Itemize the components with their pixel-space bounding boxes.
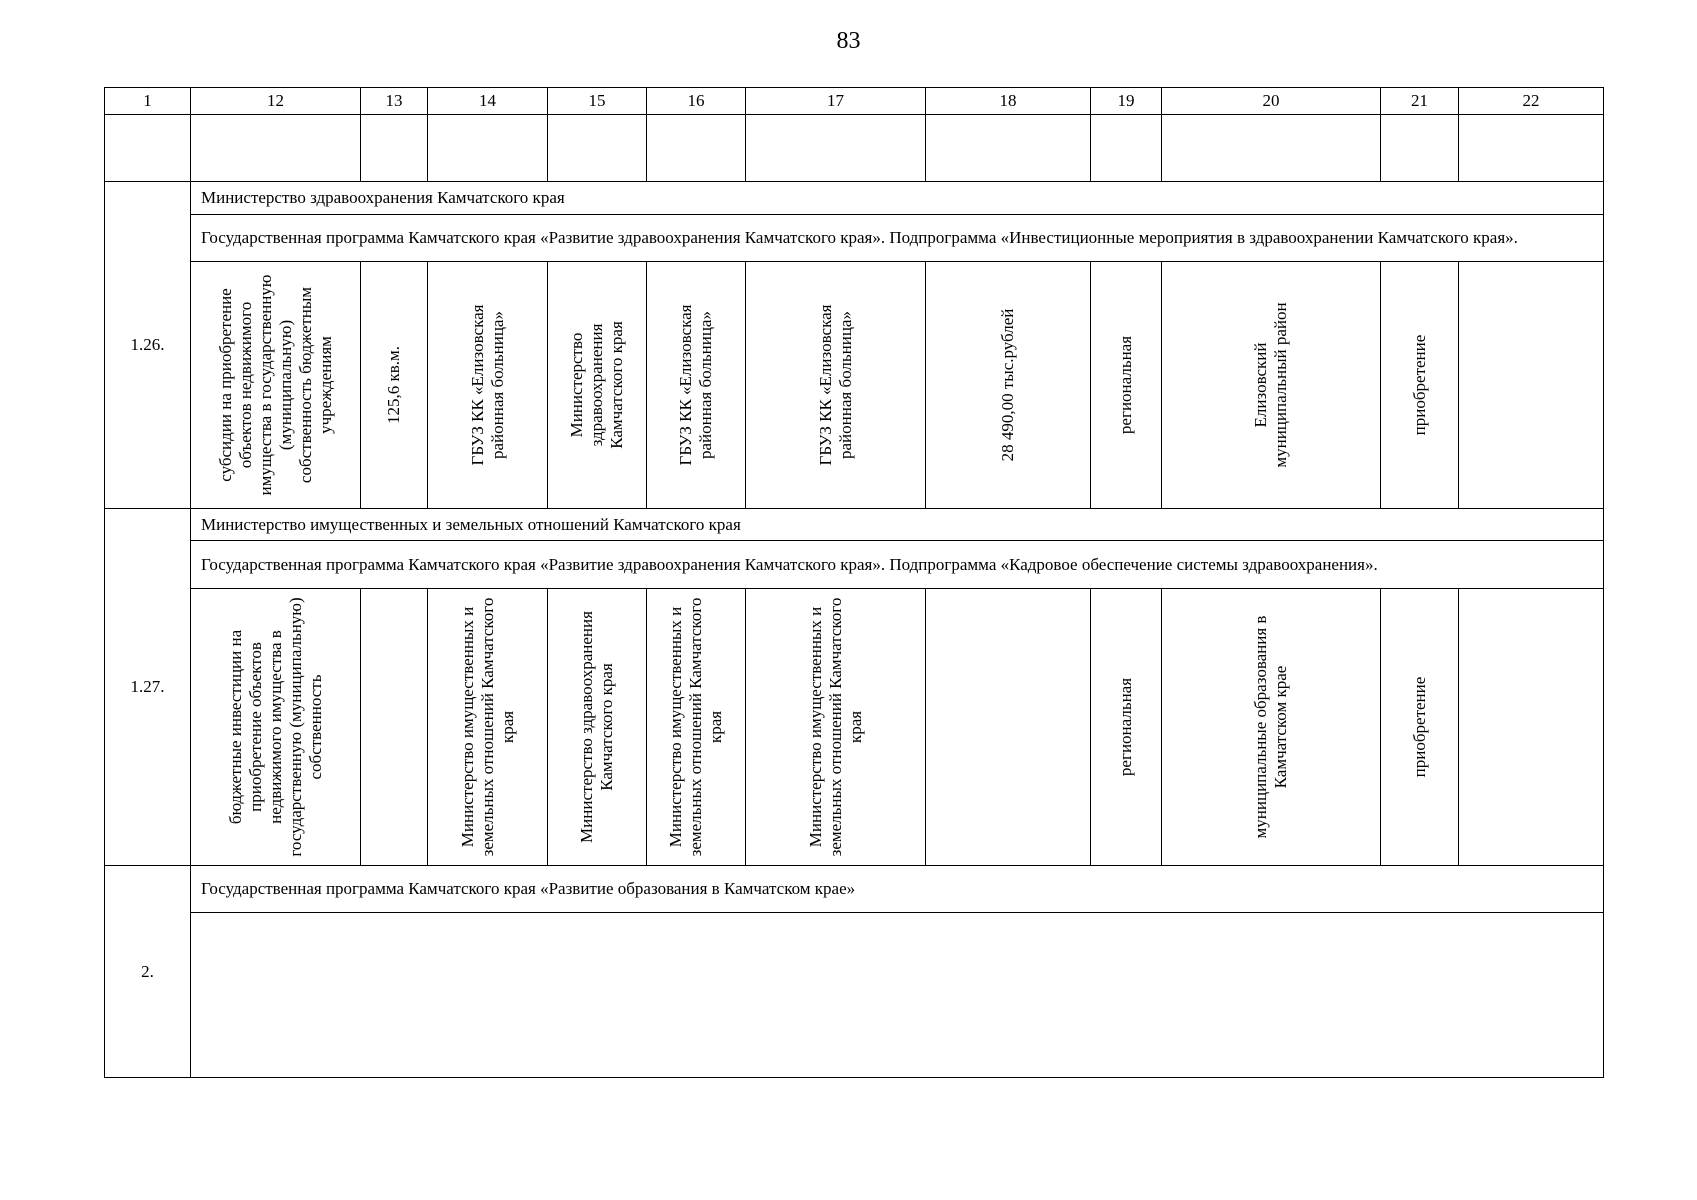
program-name: Государственная программа Камчатского края «Развитие образования в Камчатском крае» (191, 866, 1604, 913)
document-table (104, 87, 1604, 1078)
program-name: Государственная программа Камчатского края «Развитие здравоохранения Камчатского края». Подпрограмма «Инвестиционные мероприятия в здравоохранении Камчатского края». (191, 215, 1604, 262)
ministry-row (105, 509, 1604, 541)
col-header: 21 (1381, 88, 1459, 115)
cell-administrator: Министерство здравоохранения Камчатского края (548, 589, 647, 866)
col-header: 20 (1162, 88, 1381, 115)
ministry-name: Министерство здравоохранения Камчатского края (191, 182, 1604, 215)
data-row (105, 589, 1604, 866)
program-row (105, 215, 1604, 262)
cell-administrator: Министерство здравоохранения Камчатского края (548, 262, 647, 509)
cell-level: региональная (1091, 262, 1162, 509)
col-header: 19 (1091, 88, 1162, 115)
cell-extra (1459, 262, 1604, 509)
program-row (105, 541, 1604, 589)
col-header: 18 (926, 88, 1091, 115)
cell-recipient: Министерство имущественных и земельных отношений Камчатского края (746, 589, 926, 866)
cell-location: Елизовский муниципальный район (1162, 262, 1381, 509)
col-header: 13 (361, 88, 428, 115)
ministry-name: Министерство имущественных и земельных отношений Камчатского края (191, 509, 1604, 541)
cell-level: региональная (1091, 589, 1162, 866)
col-header: 22 (1459, 88, 1604, 115)
cell-cost (926, 589, 1091, 866)
program-row (105, 866, 1604, 913)
cell-cost: 28 490,00 тыс.рублей (926, 262, 1091, 509)
cell-area (361, 589, 428, 866)
empty-row (105, 115, 1604, 182)
cell-developer: ГБУЗ КК «Елизовская районная больница» (647, 262, 746, 509)
col-header: 16 (647, 88, 746, 115)
cell-recipient: ГБУЗ КК «Елизовская районная больница» (746, 262, 926, 509)
cell-location: муниципальные образования в Камчатском крае (1162, 589, 1381, 866)
data-row (105, 262, 1604, 509)
col-header: 1 (105, 88, 191, 115)
row-number: 1.27. (105, 509, 191, 866)
cell-purpose: бюджетные инвестиции на приобретение объектов недвижимого имущества в государственную (муниципальную) собственность (191, 589, 361, 866)
row-number: 2. (105, 866, 191, 1078)
cell-extra (1459, 589, 1604, 866)
col-header: 12 (191, 88, 361, 115)
cell-purpose: субсидии на приобретение объектов недвижимого имущества в государственную (муниципальную) собственность бюджетным учреждениям (191, 262, 361, 509)
page-number: 83 (836, 28, 861, 54)
row-number: 1.26. (105, 182, 191, 509)
cell-customer: ГБУЗ КК «Елизовская районная больница» (428, 262, 548, 509)
col-header: 17 (746, 88, 926, 115)
col-header: 14 (428, 88, 548, 115)
cell-customer: Министерство имущественных и земельных отношений Камчатского края (428, 589, 548, 866)
cell-type: приобретение (1381, 262, 1459, 509)
header-row (105, 88, 1604, 115)
cell-type: приобретение (1381, 589, 1459, 866)
cell-developer: Министерство имущественных и земельных отношений Камчатского края (647, 589, 746, 866)
empty-row (105, 913, 1604, 1078)
col-header: 15 (548, 88, 647, 115)
ministry-row (105, 182, 1604, 215)
cell-area: 125,6 кв.м. (361, 262, 428, 509)
program-name: Государственная программа Камчатского края «Развитие здравоохранения Камчатского края». Подпрограмма «Кадровое обеспечение системы здравоохранения». (191, 541, 1604, 589)
